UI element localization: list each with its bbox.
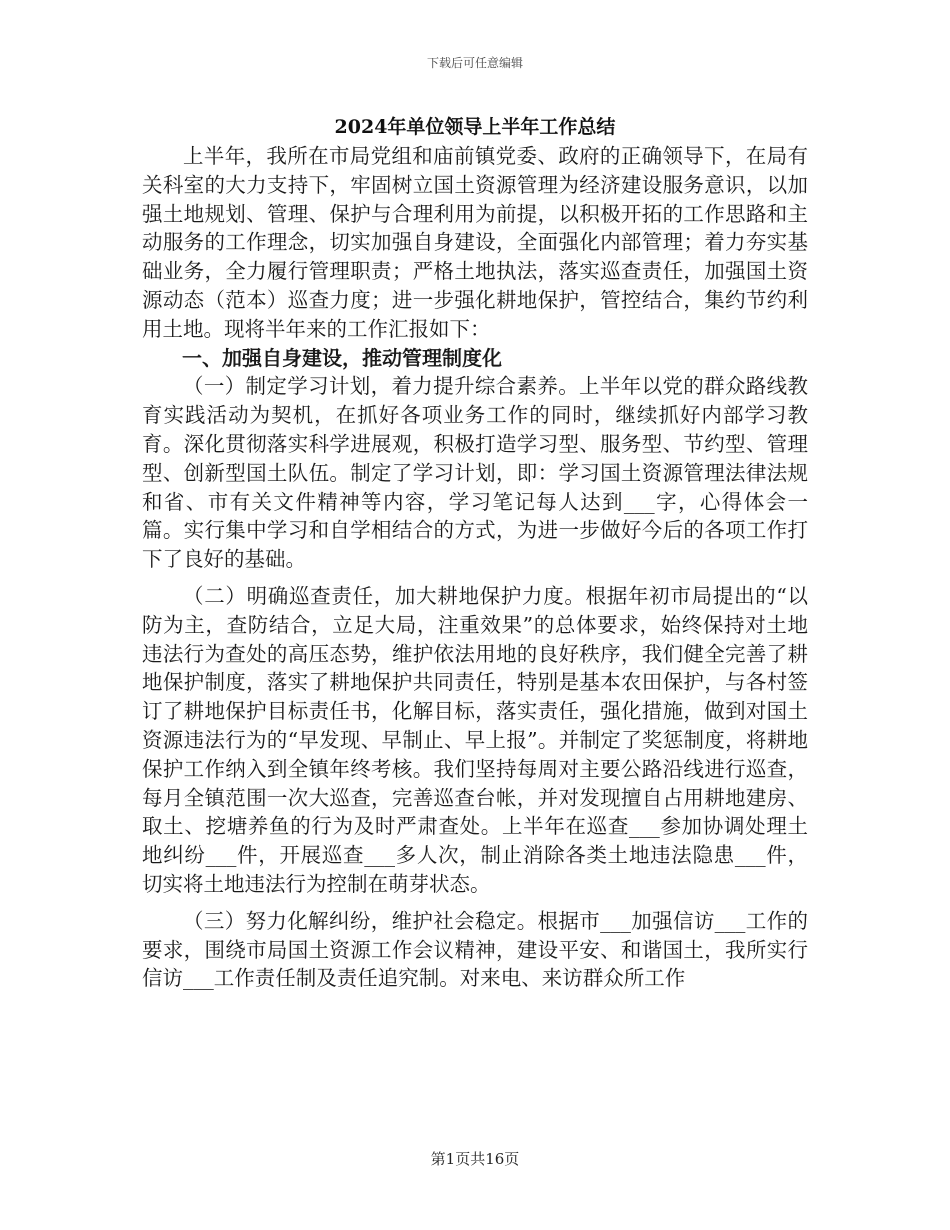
intro-paragraph: 上半年，我所在市局党组和庙前镇党委、政府的正确领导下，在局有关科室的大力支持下，牢固树立国土资源管理为经济建设服务意识，以加强土地规划、管理、保护与合理利用为前提，以积极开拓的工作思路和主动服务的工作理念，切实加强自身建设，全面强化内部管理；着力夯实基础业务，全力履行管理职责；严格土地执法，落实巡查责任，加强国土资源动态（范本）巡查力度；进一步强化耕地保护，管控结合，集约节约利用土地。现将半年来的工作汇报如下：	[142, 144, 808, 341]
header-note: 下载后可任意编辑	[426, 56, 523, 70]
paragraph-disputes: （三）努力化解纠纷，维护社会稳定。根据市___加强信访___工作的要求，围绕市局国土资源工作会议精神，建设平安、和谐国土，我所实行信访___工作责任制及责任追究制。对来电、来访群众所工作	[142, 908, 808, 991]
section-heading-1: 一、加强自身建设，推动管理制度化	[182, 345, 502, 370]
document-title: 2024年单位领导上半年工作总结	[334, 116, 616, 138]
paragraph-study-plan: （一）制定学习计划，着力提升综合素养。上半年以党的群众路线教育实践活动为契机，在抓好各项业务工作的同时，继续抓好内部学习教育。深化贯彻落实科学进展观，积极打造学习型、服务型、节约型、管理型、创新型国土队伍。制定了学习计划，即：学习国土资源管理法律法规和省、市有关文件精神等内容，学习笔记每人达到___字，心得体会一篇。实行集中学习和自学相结合的方式，为进一步做好今后的各项工作打下了良好的基础。	[142, 374, 808, 572]
document-body	[142, 142, 808, 993]
page-number-footer: 第1页共16页	[430, 1150, 520, 1168]
paragraph-inspection: （二）明确巡查责任，加大耕地保护力度。根据年初市局提出的“以防为主，查防结合，立足大局，注重效果”的总体要求，始终保持对土地违法行为查处的高压态势，维护依法用地的良好秩序，我们健全完善了耕地保护制度，落实了耕地保护共同责任，特别是基本农田保护，与各村签订了耕地保护目标责任书，化解目标，落实责任，强化措施，做到对国土资源违法行为的“早发现、早制止、早上报”。并制定了奖惩制度，将耕地保护工作纳入到全镇年终考核。我们坚持每周对主要公路沿线进行巡查，每月全镇范围一次大巡查，完善巡查台帐，并对发现擅自占用耕地建房、取土、挖塘养鱼的行为及时严肃查处。上半年在巡查___参加协调处理土地纠纷___件，开展巡查___多人次，制止消除各类土地违法隐患___件，切实将土地违法行为控制在萌芽状态。	[142, 583, 808, 896]
